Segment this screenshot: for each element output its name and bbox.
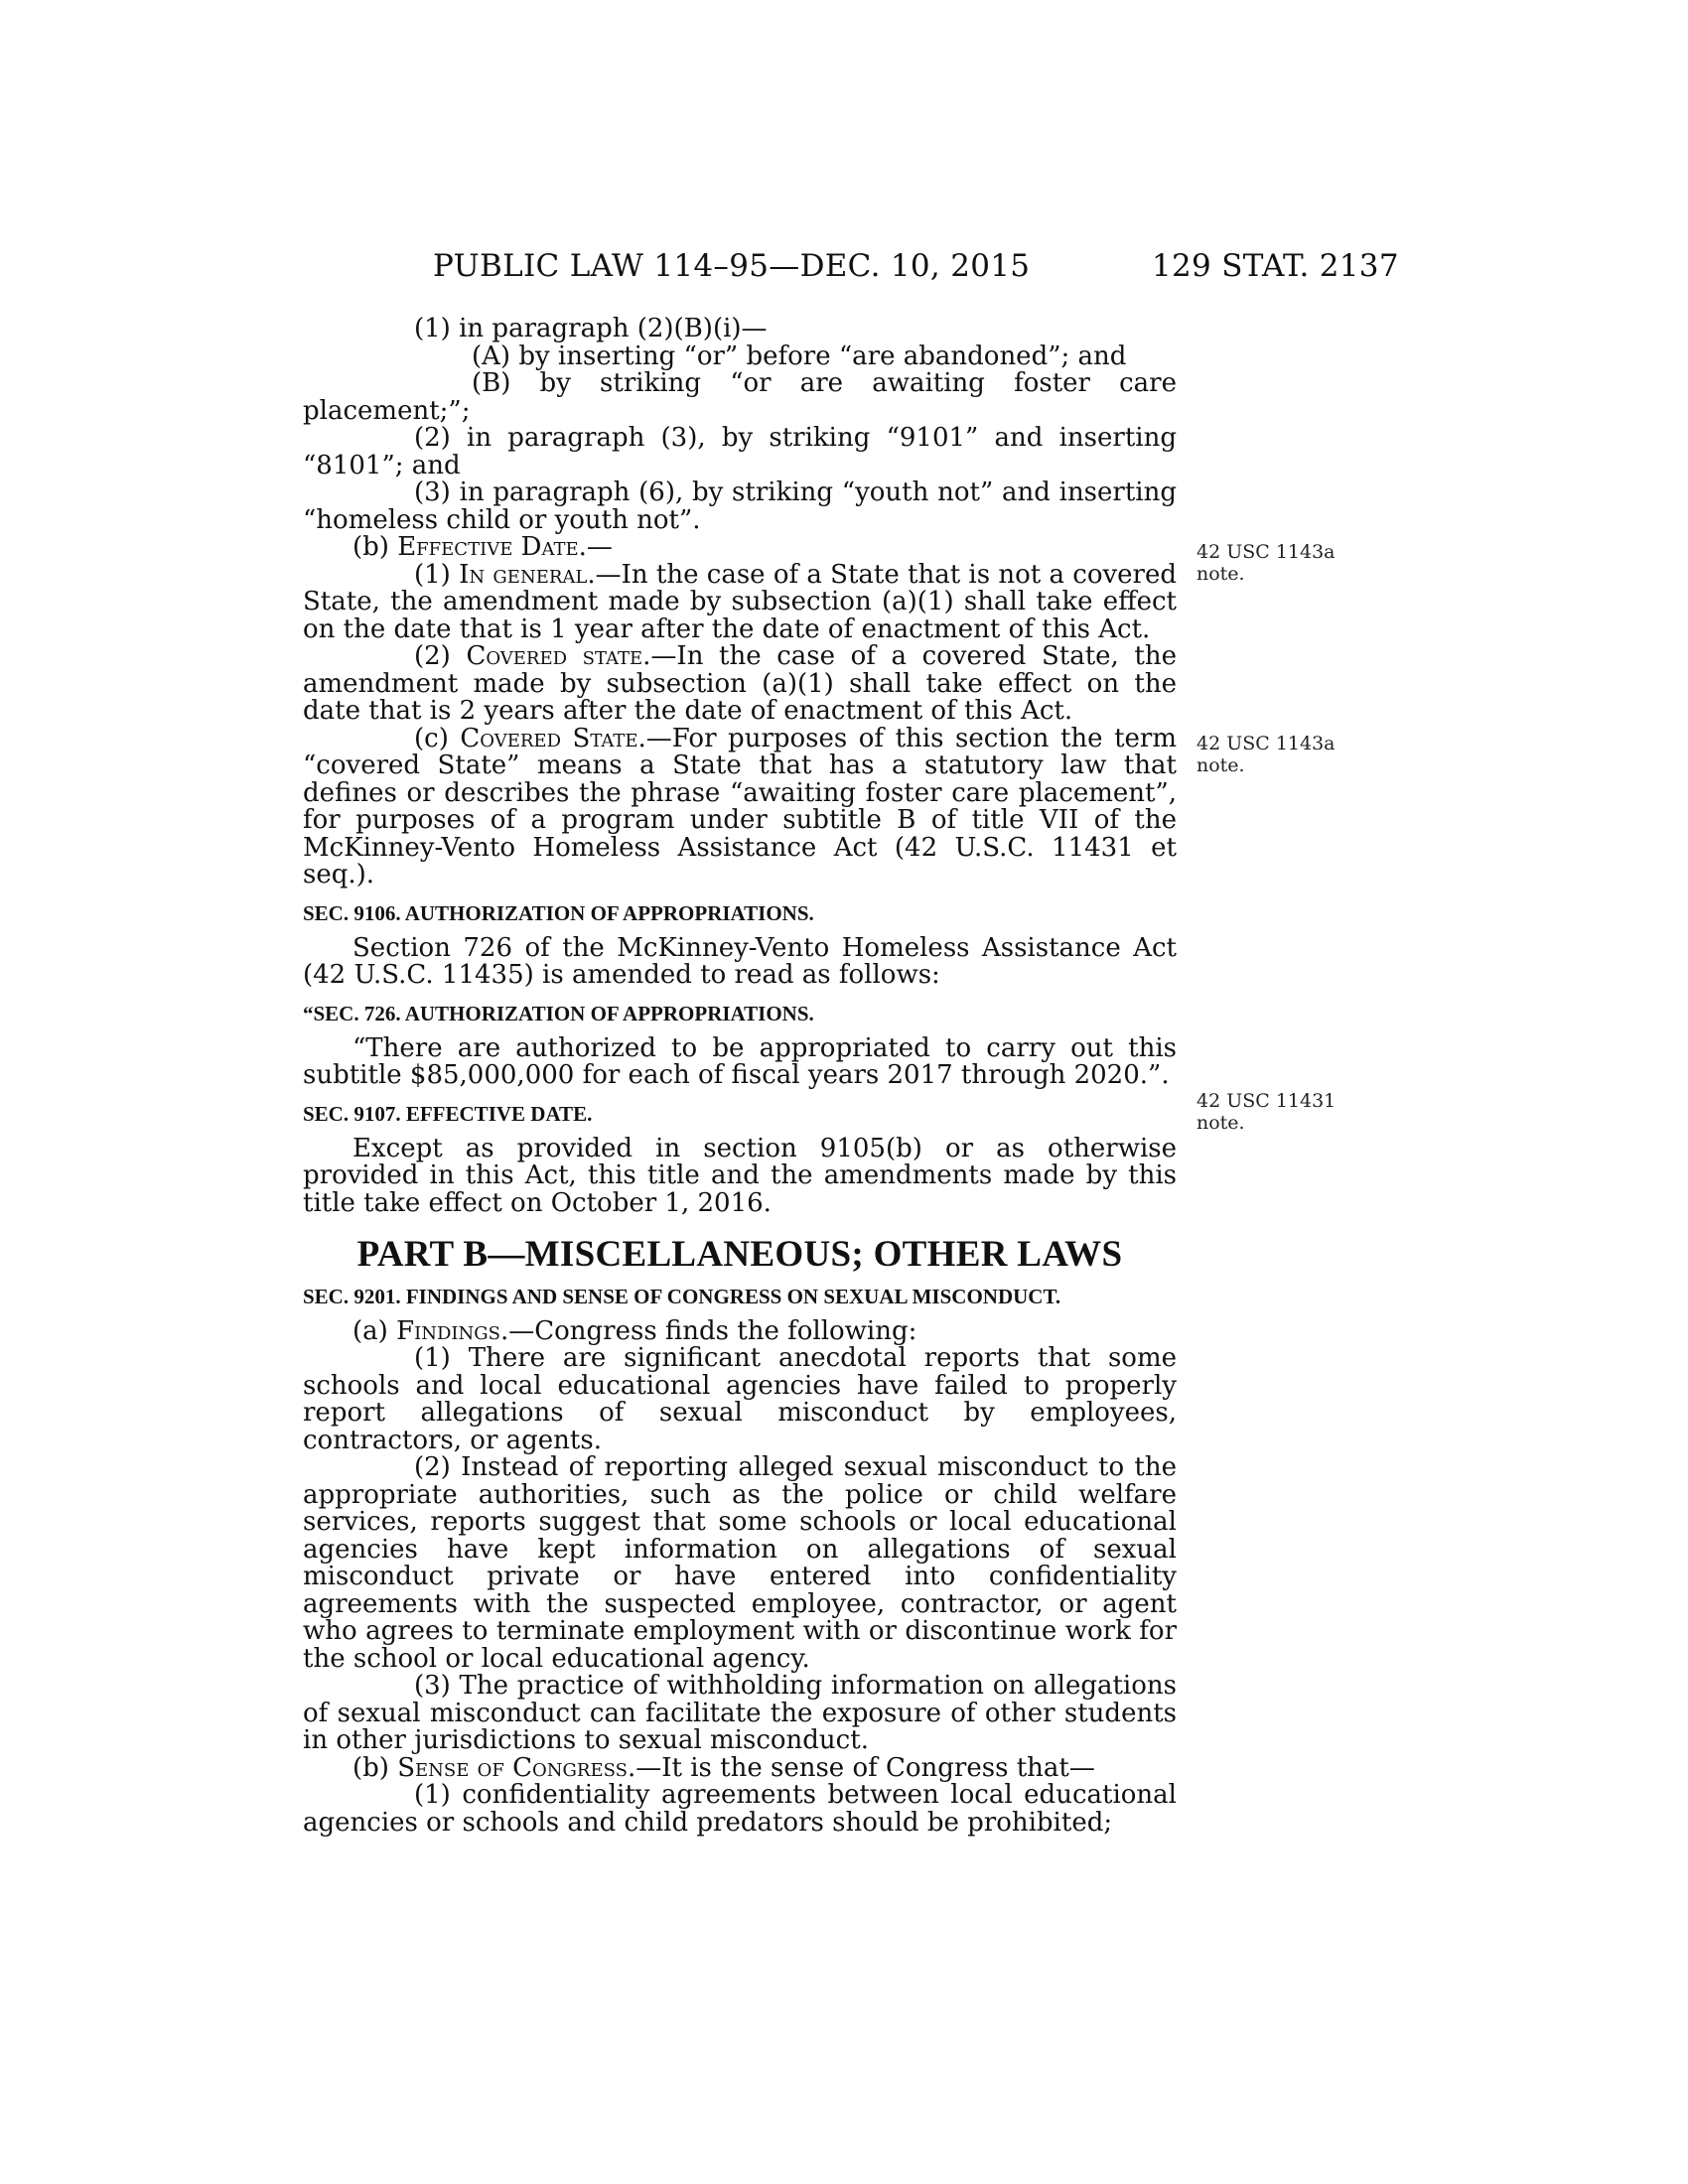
paragraph-b2: (2) Covered state.—In the case of a covered State, the amendment made by subsection (a)(1) shall take effect on the date that is 2 years after the date of enactment of this Act. (303, 641, 1178, 726)
section-heading-9106: SEC. 9106. AUTHORIZATION OF APPROPRIATIONS. (303, 900, 814, 925)
part-b-heading: PART B—MISCELLANEOUS; OTHER LAWS (356, 1234, 1123, 1275)
paragraph-b1: (1) In general.—In the case of a State that is not a covered State, the amendment made by subsection (a)(1) shall take effect on the date that is 1 year after the date of enactment of this Act. (303, 559, 1178, 644)
section-heading-726: “SEC. 726. AUTHORIZATION OF APPROPRIATIONS. (303, 1001, 814, 1025)
finding-2: (2) Instead of reporting alleged sexual misconduct to the appropriate authorities, such as the police or child welfare services, reports suggest that some schools or local educational agencies have kept information on allegations of sexual misconduct private or have entered into confidentiality agreements with the suspected employee, contractor, or agent who agrees to terminate employment with or discontinue work for the school or local educational agency. (303, 1452, 1177, 1674)
amendment-subitem-a: (A) by inserting “or” before “are abandoned”; and (472, 341, 1127, 371)
margin-note-3: 42 USC 11431 note. (1196, 1090, 1336, 1134)
section-heading-9107: SEC. 9107. EFFECTIVE DATE. (303, 1101, 593, 1126)
subsection-b-effective-date: (b) Effective Date.— (352, 532, 613, 562)
amendment-item-3: (3) in paragraph (6), by striking “youth not” and inserting “homeless child or youth not”. (303, 478, 1177, 535)
amendment-item-1: (1) in paragraph (2)(B)(i)— (414, 314, 768, 343)
amendment-subitem-b: (B) by striking “or are awaiting foster care placement;”; (303, 368, 1177, 426)
finding-3: (3) The practice of withholding information on allegations of sexual misconduct can facilitate the exposure of other students in other jurisdictions to sexual misconduct. (303, 1671, 1177, 1755)
margin-note-2: 42 USC 1143a note. (1196, 733, 1336, 776)
subsection-a-findings: (a) Findings.—Congress finds the following: (352, 1315, 917, 1346)
margin-note-1: 42 USC 1143a note. (1196, 541, 1336, 585)
section-9107-text: Except as provided in section 9105(b) or as otherwise provided in this Act, this title and the amendments made by this title take effect on October 1, 2016. (303, 1133, 1177, 1218)
section-9106-text: Section 726 of the McKinney-Vento Homeless Assistance Act (42 U.S.C. 11435) is amended to read as follows: (303, 932, 1177, 990)
section-726-text: “There are authorized to be appropriated to carry out this subtitle $85,000,000 for each of fiscal years 2017 through 2020.”. (303, 1032, 1177, 1090)
sense-item-1: (1) confidentiality agreements between local educational agencies or schools and child predators should be prohibited; (303, 1780, 1177, 1838)
finding-1: (1) There are significant anecdotal reports that some schools and local educational agencies have failed to properly report allegations of sexual misconduct by employees, contractors, or agents. (303, 1343, 1177, 1455)
subsection-c-covered-state: (c) Covered State.—For purposes of this section the term “covered State” means a State that has a statutory law that defines or describes the phrase “awaiting foster care placement”, for purposes of a program under subtitle B of title VII of the McKinney-Vento Homeless Assistance Act (42 U.S.C. 11431 et seq.). (303, 723, 1178, 889)
document-body (303, 316, 1177, 1837)
amendment-item-2: (2) in paragraph (3), by striking “9101” and inserting “8101”; and (303, 423, 1177, 480)
subsection-b-sense-of-congress: (b) Sense of Congress.—It is the sense of Congress that— (352, 1752, 1095, 1783)
running-header-page: 129 STAT. 2137 (1152, 248, 1399, 284)
section-heading-9201: SEC. 9201. FINDINGS AND SENSE OF CONGRESS ON SEXUAL MISCONDUCT. (303, 1284, 1061, 1308)
running-header-title: PUBLIC LAW 114–95—DEC. 10, 2015 (433, 248, 1031, 284)
